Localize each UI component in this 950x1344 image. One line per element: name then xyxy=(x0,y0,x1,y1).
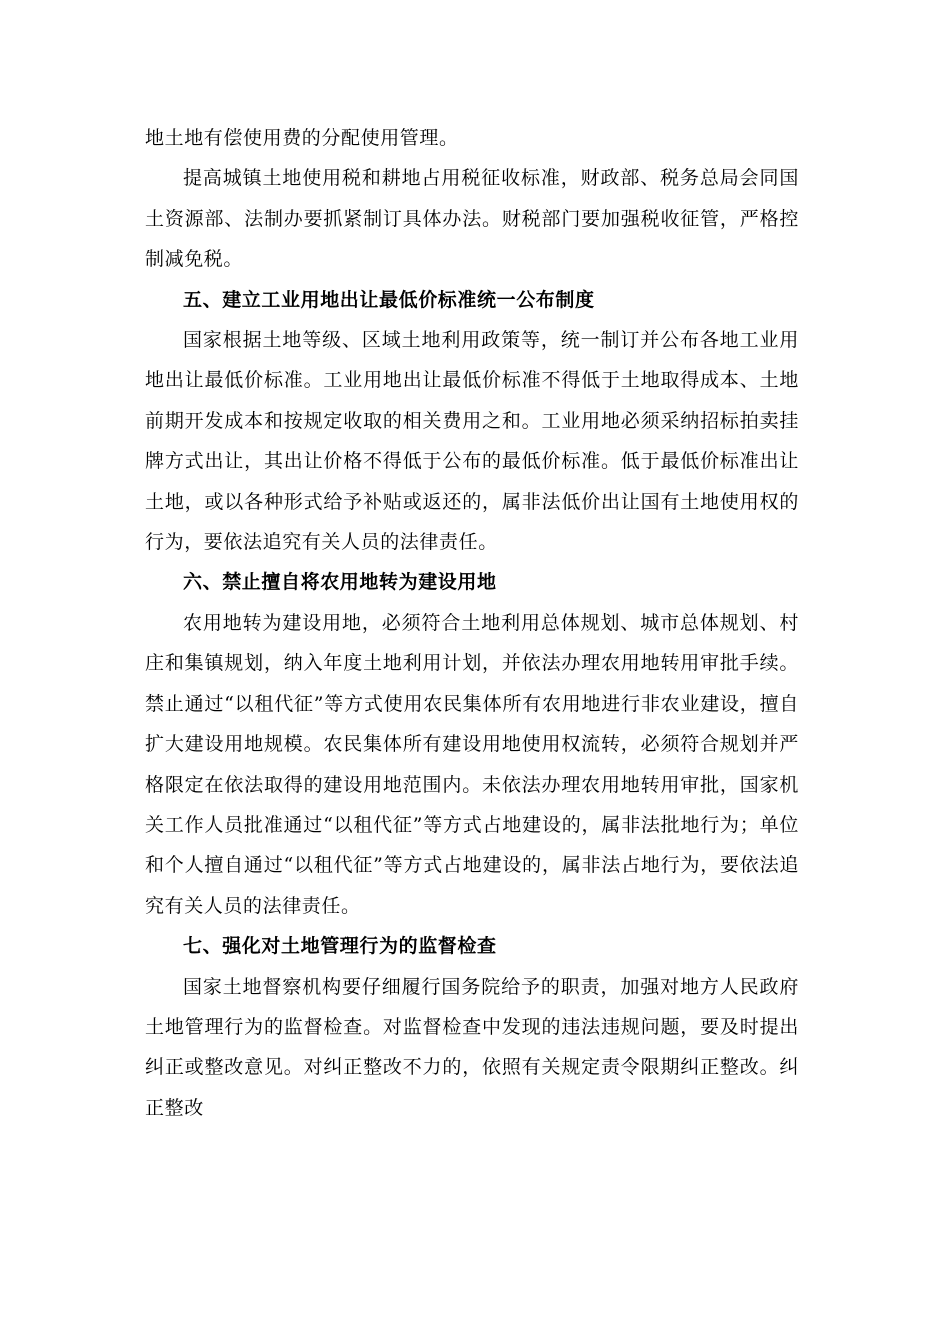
paragraph: 提高城镇土地使用税和耕地占用税征收标准，财政部、税务总局会同国土资源部、法制办要抓紧制订具体办法。财税部门要加强税收征管，严格控制减免税。 xyxy=(145,167,799,271)
document-page xyxy=(145,118,799,1128)
section-heading: 七、强化对土地管理行为的监督检查 xyxy=(183,935,497,958)
paragraph: 国家土地督察机构要仔细履行国务院给予的职责，加强对地方人民政府土地管理行为的监督检查。对监督检查中发现的违法违规问题，要及时提出纠正或整改意见。对纠正整改不力的，依照有关规定责令限期纠正整改。纠正整改 xyxy=(145,975,799,1119)
section-heading: 五、建立工业用地出让最低价标准统一公布制度 xyxy=(183,288,595,311)
paragraph: 地土地有偿使用费的分配使用管理。 xyxy=(145,127,459,149)
paragraph: 国家根据土地等级、区域土地利用政策等，统一制订并公布各地工业用地出让最低价标准。工业用地出让最低价标准不得低于土地取得成本、土地前期开发成本和按规定收取的相关费用之和。工业用地必须采纳招标拍卖挂牌方式出让，其出让价格不得低于公布的最低价标准。低于最低价标准出让土地，或以各种形式给予补贴或返还的，属非法低价出让国有土地使用权的行为，要依法追究有关人员的法律责任。 xyxy=(145,329,799,554)
paragraph: 农用地转为建设用地，必须符合土地利用总体规划、城市总体规划、村庄和集镇规划，纳入年度土地利用计划，并依法办理农用地转用审批手续。禁止通过“以租代征”等方式使用农民集体所有农用地进行非农业建设，擅自扩大建设用地规模。农民集体所有建设用地使用权流转，必须符合规划并严格限定在依法取得的建设用地范围内。未依法办理农用地转用审批，国家机关工作人员批准通过“以租代征”等方式占地建设的，属非法批地行为；单位和个人擅自通过“以租代征”等方式占地建设的，属非法占地行为，要依法追究有关人员的法律责任。 xyxy=(145,611,799,917)
section-heading: 六、禁止擅自将农用地转为建设用地 xyxy=(183,571,497,594)
